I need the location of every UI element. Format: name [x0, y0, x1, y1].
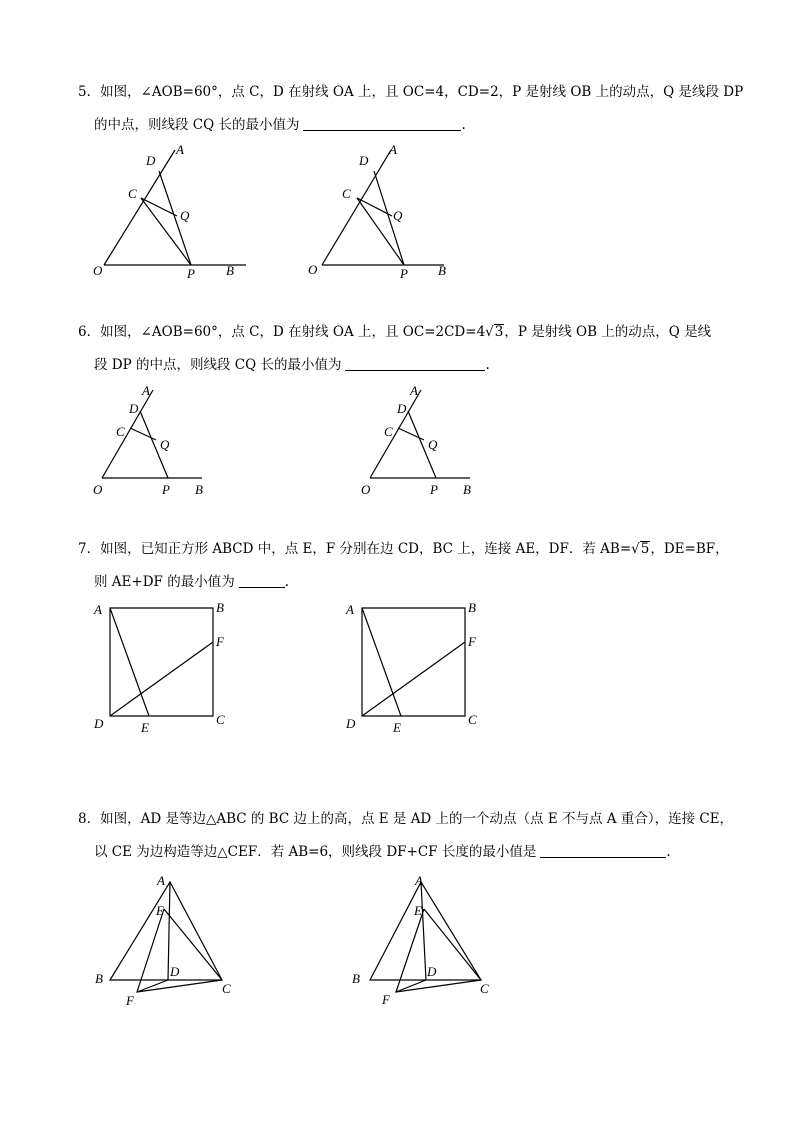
label-F: F: [468, 634, 476, 649]
period: .: [284, 574, 289, 590]
figure-6b: [358, 380, 488, 500]
label-B: B: [463, 482, 471, 497]
label-D: D: [170, 964, 180, 979]
figure-8a: [90, 870, 250, 1010]
segment-ae: [110, 608, 149, 716]
problem-6: [78, 316, 726, 382]
label-C: C: [116, 424, 125, 439]
label-O: O: [93, 482, 103, 497]
problem-8-line-2: 以 CE 为边构造等边△CEF．若 AB=6，则线段 DF+CF 长度的最小值是 .: [78, 836, 726, 869]
label-D: D: [397, 401, 407, 416]
label-Q: Q: [393, 208, 403, 223]
sqrt-expression: √5: [631, 541, 650, 557]
label-A: A: [346, 602, 354, 617]
label-C: C: [342, 186, 351, 201]
problem-7: [78, 533, 729, 599]
label-D: D: [427, 964, 437, 979]
problem-5-question: 的中点，则线段 CQ 长的最小值为: [94, 117, 300, 133]
problem-8: [78, 803, 734, 869]
label-B: B: [95, 971, 103, 986]
triangle-abc: [110, 882, 222, 980]
label-F: F: [382, 992, 390, 1007]
answer-blank-7[interactable]: [239, 571, 285, 588]
figure-7b: [342, 598, 492, 738]
segment-df: [110, 642, 213, 716]
label-B: B: [468, 600, 476, 615]
label-O: O: [308, 262, 318, 277]
label-C: C: [128, 186, 137, 201]
label-C: C: [384, 424, 393, 439]
label-Q: Q: [160, 437, 170, 452]
label-A: A: [389, 142, 397, 157]
square-abcd: [110, 608, 213, 716]
label-Q: Q: [180, 208, 190, 223]
label-B: B: [352, 971, 360, 986]
figure-7a: [90, 598, 240, 738]
figure-5b: [306, 140, 466, 280]
problem-6-line-1: 6．如图，∠AOB=60°，点 C，D 在射线 OA 上，且 OC=2CD=4√3，P 是射线 OB 上的动点，Q 是线: [78, 316, 726, 349]
label-D: D: [146, 153, 156, 168]
label-D: D: [94, 716, 104, 731]
answer-blank-8[interactable]: [540, 841, 666, 858]
period: .: [666, 844, 671, 860]
label-O: O: [361, 482, 371, 497]
sqrt-expression: √3: [485, 324, 504, 340]
answer-blank-5[interactable]: [303, 114, 461, 131]
label-E: E: [414, 903, 422, 918]
label-D: D: [346, 716, 356, 731]
ray-oa: [104, 150, 175, 265]
label-F: F: [126, 993, 134, 1008]
label-A: A: [176, 142, 184, 157]
label-P: P: [400, 266, 408, 281]
problem-6-line-2: 段 DP 的中点，则线段 CQ 长的最小值为 .: [78, 349, 726, 382]
label-C: C: [480, 981, 489, 996]
answer-blank-6[interactable]: [345, 354, 485, 371]
period: .: [485, 357, 490, 373]
label-E: E: [156, 903, 164, 918]
label-D: D: [359, 153, 369, 168]
label-A: A: [142, 383, 150, 398]
label-B: B: [195, 482, 203, 497]
label-C: C: [222, 981, 231, 996]
label-P: P: [162, 482, 170, 497]
label-D: D: [129, 401, 139, 416]
label-Q: Q: [428, 437, 438, 452]
label-O: O: [93, 263, 103, 278]
label-A: A: [415, 873, 423, 888]
problem-8-line-1: 8．如图，AD 是等边△ABC 的 BC 边上的高，点 E 是 AD 上的一个动点（点 E 不与点 A 重合），连接 CE，: [78, 811, 734, 827]
label-B: B: [438, 263, 446, 278]
figure-8b: [350, 870, 510, 1010]
label-C: C: [468, 712, 477, 727]
label-A: A: [94, 602, 102, 617]
problem-7-line-2: 则 AE+DF 的最小值为 .: [78, 566, 726, 599]
label-F: F: [216, 634, 224, 649]
problem-5-line-1: 5．如图，∠AOB=60°，点 C，D 在射线 OA 上，且 OC=4，CD=2，P 是射线 OB 上的动点，Q 是线段 DP: [78, 84, 744, 100]
label-P: P: [187, 266, 195, 281]
label-E: E: [393, 720, 401, 735]
problem-5: [78, 76, 744, 142]
problem-5-line-2: [78, 109, 726, 142]
figure-5a: [88, 140, 248, 280]
label-E: E: [141, 720, 149, 735]
figure-6a: [90, 380, 220, 500]
problem-7-line-1: 7．如图，已知正方形 ABCD 中，点 E，F 分别在边 CD，BC 上，连接 AE，DF．若 AB=√5，DE=BF，: [78, 533, 726, 566]
label-C: C: [216, 712, 225, 727]
label-A: A: [410, 383, 418, 398]
label-B: B: [226, 263, 234, 278]
label-A: A: [157, 873, 165, 888]
label-B: B: [216, 600, 224, 615]
period: .: [461, 117, 466, 133]
label-P: P: [430, 482, 438, 497]
